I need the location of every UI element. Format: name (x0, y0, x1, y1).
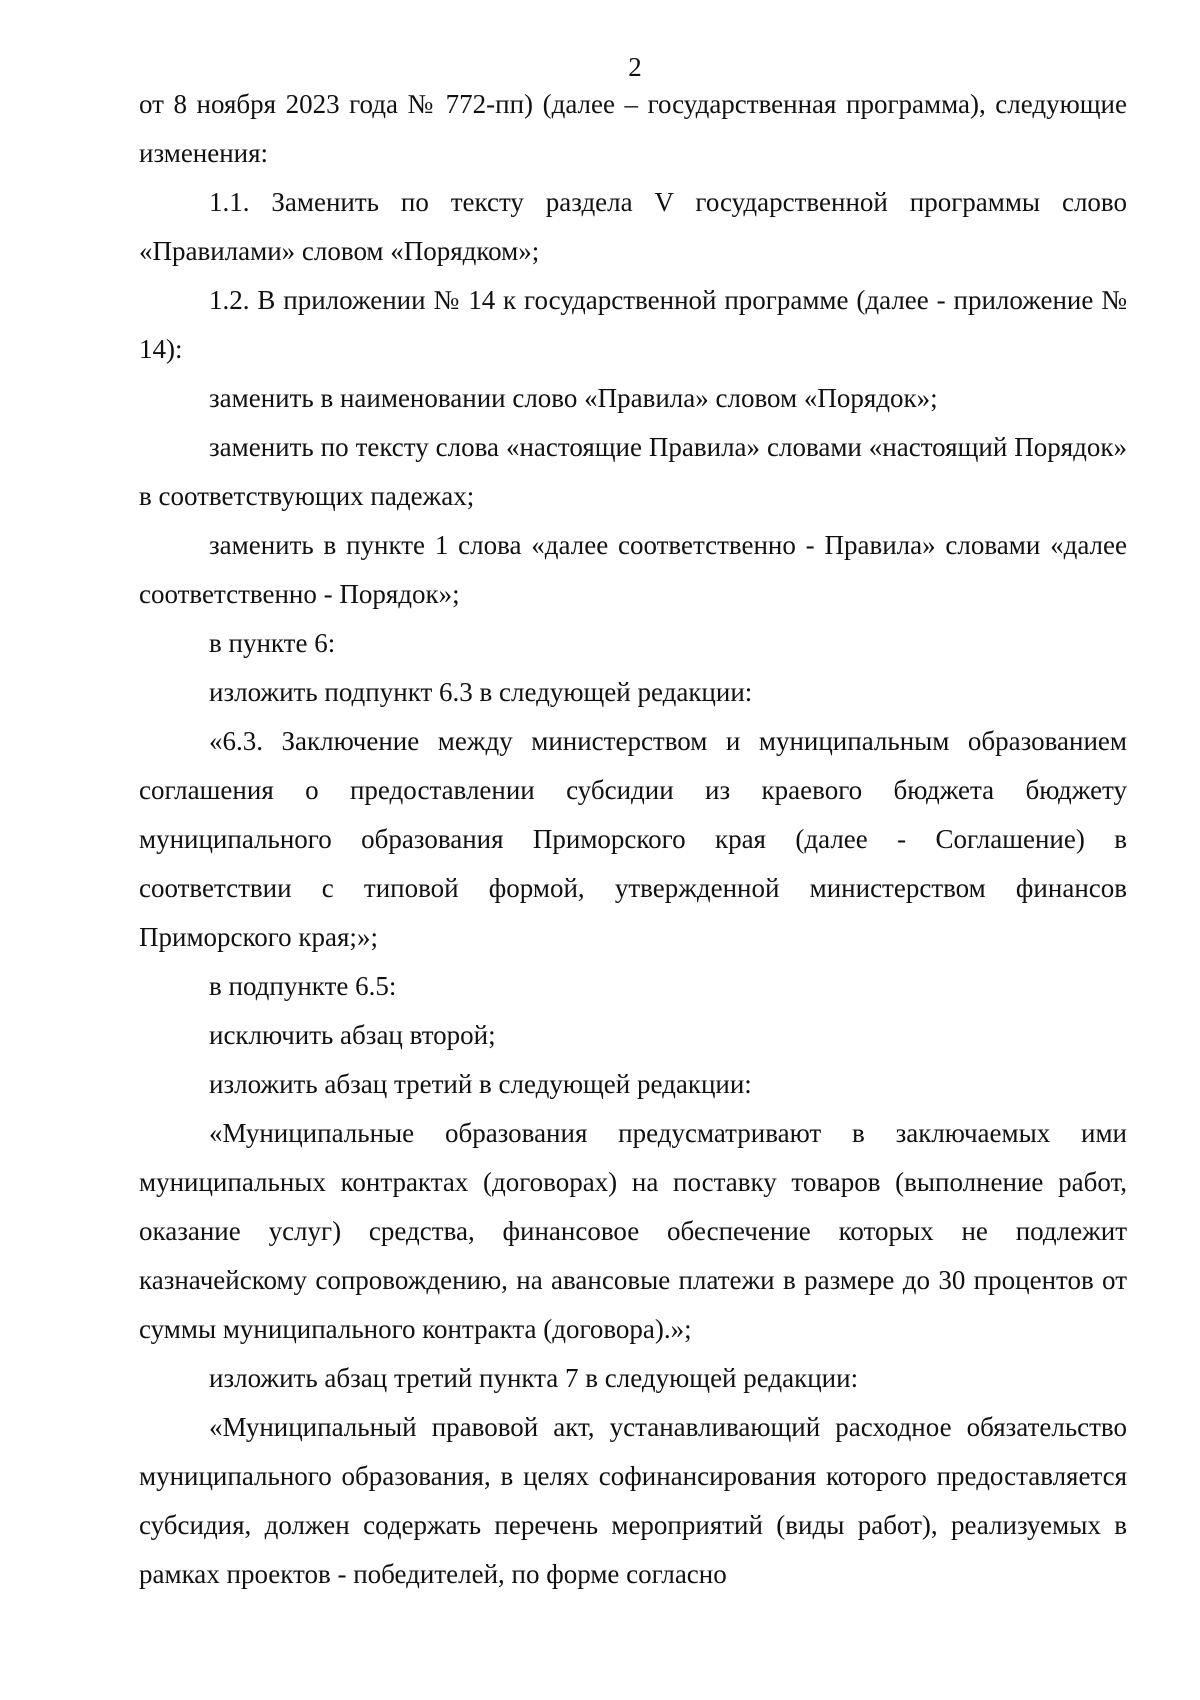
paragraph-exclude-second: исключить абзац второй; (209, 1020, 496, 1050)
page-number: 2 (628, 52, 642, 82)
paragraph-replace-point-1: заменить в пункте 1 слова «далее соответственно - Правила» словами «далее соответственно - Порядок»; (139, 530, 1127, 609)
document-body (139, 80, 1127, 1599)
paragraph-point-6: в пункте 6: (209, 628, 336, 658)
paragraph-item-1-2: 1.2. В приложении № 14 к государственной программе (далее - приложение № 14): (139, 285, 1127, 364)
paragraph-point-7-text: «Муниципальный правовой акт, устанавливающий расходное обязательство муниципального образования, в целях софинансирования которого предоставляется субсидия, должен содержать перечень мероприятий (виды работ), реализуемых в рамках проектов - победителей, по форме согласно (139, 1412, 1127, 1589)
paragraph-third-intro: изложить абзац третий в следующей редакции: (209, 1069, 752, 1099)
paragraph-subpoint-6-3-intro: изложить подпункт 6.3 в следующей редакции: (209, 677, 753, 707)
paragraph-replace-text: заменить по тексту слова «настоящие Правила» словами «настоящий Порядок» в соответствующих падежах; (139, 432, 1127, 511)
paragraph-third-text: «Муниципальные образования предусматривают в заключаемых ими муниципальных контрактах (договорах) на поставку товаров (выполнение работ, оказание услуг) средства, финансовое обеспечение которых не подлежит казначейскому сопровождению, на авансовые платежи в размере до 30 процентов от суммы муниципального контракта (договора).»; (139, 1118, 1127, 1344)
paragraph-replace-name: заменить в наименовании слово «Правила» словом «Порядок»; (209, 383, 938, 413)
paragraph-subpoint-6-5: в подпункте 6.5: (209, 971, 397, 1001)
paragraph-continuation: от 8 ноября 2023 года № 772-пп) (далее – государственная программа), следующие изменения: (139, 89, 1127, 168)
paragraph-point-7-intro: изложить абзац третий пункта 7 в следующей редакции: (209, 1363, 859, 1393)
paragraph-subpoint-6-3-text: «6.3. Заключение между министерством и муниципальным образованием соглашения о предоставлении субсидии из краевого бюджета бюджету муниципального образования Приморского края (далее - Соглашение) в соответствии с типовой формой, утвержденной министерством финансов Приморского края;»; (139, 726, 1127, 952)
paragraph-item-1-1: 1.1. Заменить по тексту раздела V государственной программы слово «Правилами» словом «Порядком»; (139, 187, 1127, 266)
